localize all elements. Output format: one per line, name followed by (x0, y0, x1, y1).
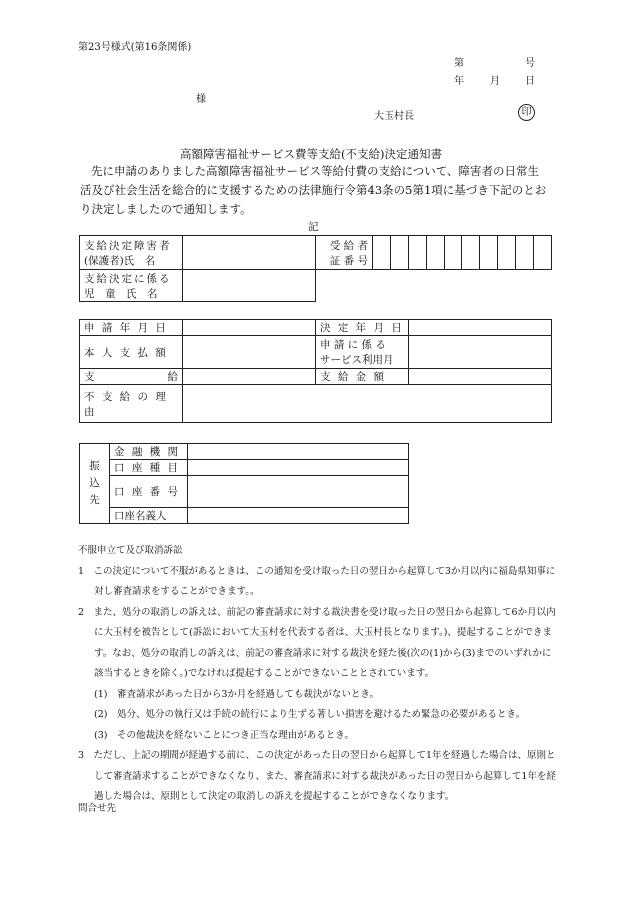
child-label: 支給決定に係る 児 童 氏 名 (80, 270, 183, 302)
child-name-field[interactable] (183, 270, 316, 302)
account-no-field[interactable] (188, 476, 409, 508)
holder-label: 支給決定障害者 (保護者)氏 名 (80, 236, 183, 270)
account-type-label: 口 座 種 目 (110, 460, 188, 476)
recipient-no-digit[interactable] (516, 236, 534, 270)
transfer-label: 振 込 先 (80, 444, 110, 524)
self-pay-field[interactable] (183, 336, 316, 369)
note-2-item-2: (2) 処分、処分の執行又は手続の続行により生ずる著しい損害を避けるため緊急の必要があるとき。 (94, 709, 526, 720)
note-2: 2 また、処分の取消しの訴えは、前記の審査請求に対する裁決書を受け取った日の翌日から起算して6か月以内に大玉村を被告として(訴訟において大玉村を代表する者は、大玉村長となります。)、提起することができます。なお、処分の取消しの訴えは、前記の審査請求に対する裁決を経た後(次の(1)から(3)までのいずれかに該当するときを除く。)でなければ提起することができないこととされています。 (78, 606, 556, 679)
bank-label: 金 融 機 関 (110, 444, 188, 460)
apply-date-label: 申 請 年 月 日 (80, 320, 183, 336)
note-3: 3 ただし、上記の期間が経過する前に、この決定があった日の翌日から起算して1年を経過した場合は、原則として審査請求することができなくなり、また、審査請求に対する裁決があった日の翌日から起算して1年を経過した場合は、原則として決定の取消しの訴えを提起することができなくなります。 (78, 750, 556, 802)
recipient-no-label: 受 給 者 証 番 号 (316, 236, 373, 270)
pay-amount-field[interactable] (409, 369, 552, 385)
recipient-no-digit[interactable] (390, 236, 408, 270)
note-2-item-1: (1) 審査請求があった日から3か月を経過しても裁決がないとき。 (94, 688, 380, 700)
document-title: 高額障害福祉サービス費等支給(不支給)決定通知書 (180, 147, 442, 161)
recipient-no-digit[interactable] (480, 236, 498, 270)
recipient-no-digit[interactable] (498, 236, 516, 270)
issuer-name: 大玉村長 (374, 111, 414, 122)
contact-label: 問合せ先 (78, 803, 117, 814)
note-1: 1 この決定について不服があるときは、この通知を受け取った日の翌日から起算して3か月以内に福島県知事に対し審査請求をすることができます。。 (78, 565, 556, 597)
recipient-no-digit[interactable] (373, 236, 391, 270)
ki-mark: 記 (308, 221, 319, 233)
day-label: 日 (525, 76, 535, 87)
account-name-label: 口座名義人 (110, 508, 188, 524)
account-no-label: 口 座 番 号 (110, 476, 188, 508)
notes-heading: 不服申立て及び取消訴訟 (78, 545, 183, 556)
pay-field[interactable] (183, 369, 316, 385)
transfer-table (79, 443, 409, 524)
number-suffix: 号 (525, 58, 535, 69)
pay-amount-label: 支 給 金 額 (316, 369, 409, 385)
recipient-no-digit[interactable] (534, 236, 552, 270)
decision-date-field[interactable] (409, 320, 552, 336)
holder-name-field[interactable] (183, 236, 316, 270)
account-type-field[interactable] (188, 460, 409, 476)
intro-paragraph: 先に申請のありました高額障害福祉サービス等給付費の支給について、障害者の日常生活及び社会生活を総合的に支援するための法律施行令第43条の5第1項に基づき下記のとおり決定しましたので通知します。 (80, 164, 547, 216)
recipient-no-digit[interactable] (444, 236, 462, 270)
reason-field[interactable] (183, 385, 552, 423)
account-name-field[interactable] (188, 508, 409, 524)
appeal-notes (78, 541, 558, 808)
service-month-field[interactable] (409, 336, 552, 369)
recipient-no-digit[interactable] (462, 236, 480, 270)
pay-label: 支 給 (80, 369, 183, 385)
decision-table (79, 319, 552, 423)
number-prefix: 第 (454, 58, 464, 69)
year-label: 年 (454, 76, 464, 87)
reason-label: 不 支 給 の 理 由 (80, 385, 183, 423)
addressee-suffix: 様 (196, 94, 206, 105)
recipient-no-digit[interactable] (426, 236, 444, 270)
seal-icon: 印 (518, 104, 535, 121)
apply-date-field[interactable] (183, 320, 316, 336)
service-month-label: 申 請 に 係 る サービス利用月 (316, 336, 409, 369)
recipient-no-digit[interactable] (408, 236, 426, 270)
self-pay-label: 本 人 支 払 額 (80, 336, 183, 369)
note-2-item-3: (3) その他裁決を経ないことにつき正当な理由があるとき。 (94, 729, 354, 741)
decision-date-label: 決 定 年 月 日 (316, 320, 409, 336)
bank-field[interactable] (188, 444, 409, 460)
month-label: 月 (490, 76, 500, 87)
recipient-table (79, 235, 552, 302)
form-id: 第23号様式(第16条関係) (78, 42, 192, 53)
